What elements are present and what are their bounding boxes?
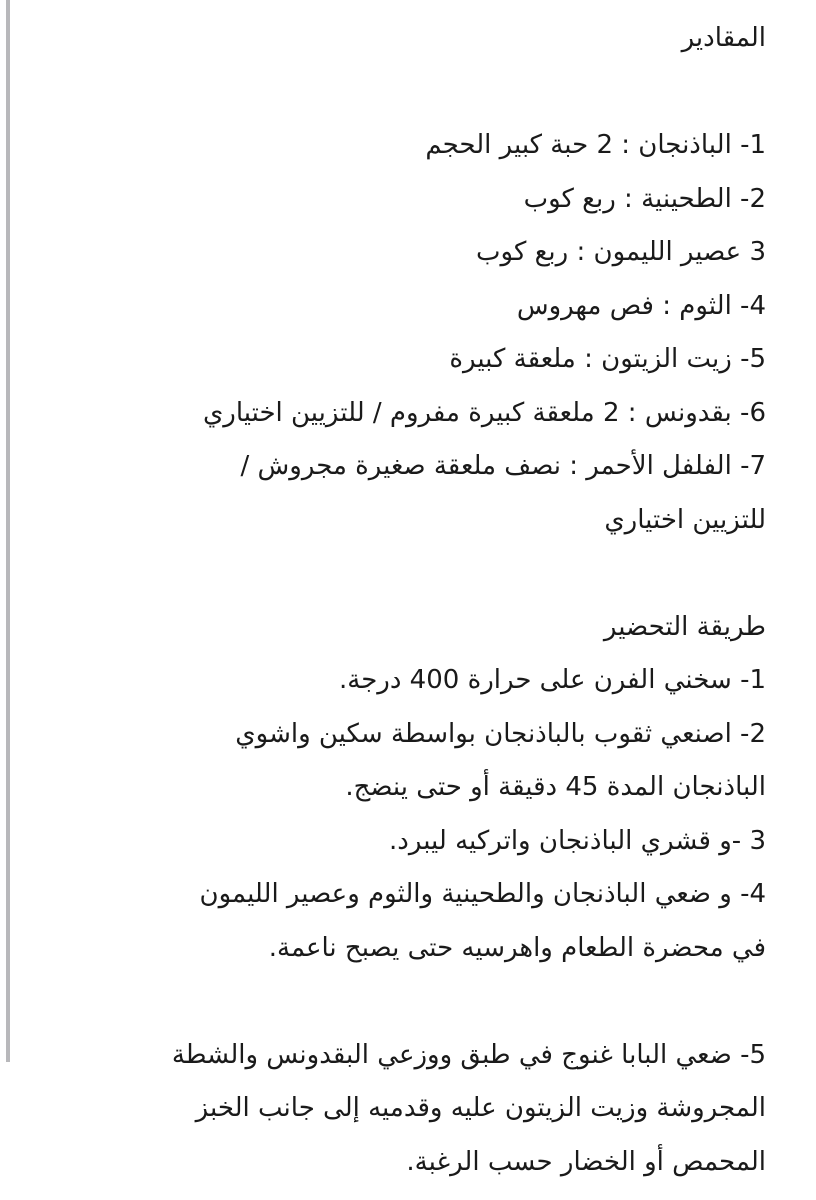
- preparation-line: 2- اصنعي ثقوب بالباذنجان بواسطة سكين واشوي: [235, 718, 766, 749]
- preparation-heading: طريقة التحضير: [603, 611, 766, 642]
- recipe-text: [60, 12, 766, 1189]
- spacer: [60, 975, 766, 1029]
- ingredient-line: 7- الفلفل الأحمر : نصف ملعقة صغيرة مجروش /: [240, 451, 766, 481]
- ingredient-line: 2- الطحينية : ربع كوب: [523, 183, 766, 214]
- preparation-line: 1- سخني الفرن على حرارة 400 درجة.: [338, 665, 766, 695]
- ingredient-line: للتزيين اختياري: [604, 504, 766, 535]
- ingredient-line: 1- الباذنجان : 2 حبة كبير الحجم: [425, 130, 766, 160]
- preparation-line: في محضرة الطعام واهرسيه حتى يصبح ناعمة.: [268, 932, 766, 963]
- ingredient-line: 4- الثوم : فص مهروس: [516, 290, 766, 321]
- preparation-line: 3 -و قشري الباذنجان واتركيه ليبرد.: [389, 825, 766, 856]
- preparation-line: المحمص أو الخضار حسب الرغبة.: [406, 1146, 766, 1177]
- preparation-line: 5- ضعي البابا غنوج في طبق ووزعي البقدونس والشطة: [171, 1039, 766, 1070]
- ingredient-line: 5- زيت الزيتون : ملعقة كبيرة: [449, 344, 766, 374]
- spacer: [60, 66, 766, 120]
- preparation-line: الباذنجان المدة 45 دقيقة أو حتى ينضج.: [345, 772, 766, 802]
- ingredients-heading: المقادير: [681, 23, 766, 53]
- preparation-line: 4- و ضعي الباذنجان والطحينية والثوم وعصير الليمون: [199, 879, 766, 909]
- ingredient-line: 6- بقدونس : 2 ملعقة كبيرة مفروم / للتزيين اختياري: [202, 397, 766, 428]
- ingredient-line: 3 عصير الليمون : ربع كوب: [476, 237, 766, 267]
- spacer: [60, 547, 766, 601]
- scroll-indicator-bar: [6, 0, 10, 1062]
- preparation-line: المجروشة وزيت الزيتون عليه وقدميه إلى جانب الخبز: [195, 1093, 766, 1123]
